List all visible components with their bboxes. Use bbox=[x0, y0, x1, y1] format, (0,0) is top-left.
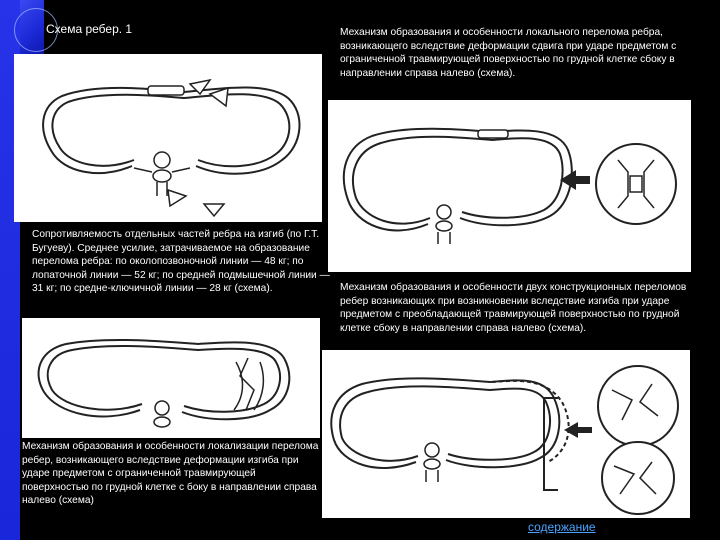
slide-title: Схема ребер. 1 bbox=[46, 22, 133, 36]
double-fracture-caption: Механизм образования и особенности двух конструкционных переломов ребер возникающих при возникновении вследствие изгиба при ударе предметом с преобладающей травмирующей поверхностью по грудной клетке сбоку в направлении справа налево (схема). bbox=[340, 282, 687, 334]
corner-decoration bbox=[20, 0, 44, 56]
local-fracture-caption: Механизм образования и особенности локального перелома ребра, возникающего вследствие деформации сдвига при ударе предметом с ограниченной травмирующей поверхностью по грудной клетке сбоку в направлении справа налево (схема). bbox=[340, 27, 677, 79]
rib-resistance-caption: Сопротивляемость отдельных частей ребра на изгиб (по Г.Т. Бугуеву). Среднее усилие, затрачиваемое на образование перелома ребра: по околопозвоночной линии — 48 кг; по лопаточной линии — 52 кг; по средней подмышечной линии — 31 кг; по средне-ключичной линии — 28 кг (схема). bbox=[32, 229, 330, 295]
double-fracture-diagram bbox=[322, 350, 690, 518]
bending-fracture-diagram bbox=[22, 318, 320, 438]
contents-link[interactable]: содержание bbox=[528, 520, 596, 534]
local-fracture-diagram bbox=[328, 100, 691, 272]
bending-fracture-caption: Механизм образования и особенности локализации перелома ребер, возникающего вследствие деформации изгиба при ударе предметом с ограниченной травмирующей поверхностью по грудной клетке с боку в направлении справа налево (схема) bbox=[22, 441, 319, 507]
rib-cross-section-diagram bbox=[14, 54, 322, 222]
